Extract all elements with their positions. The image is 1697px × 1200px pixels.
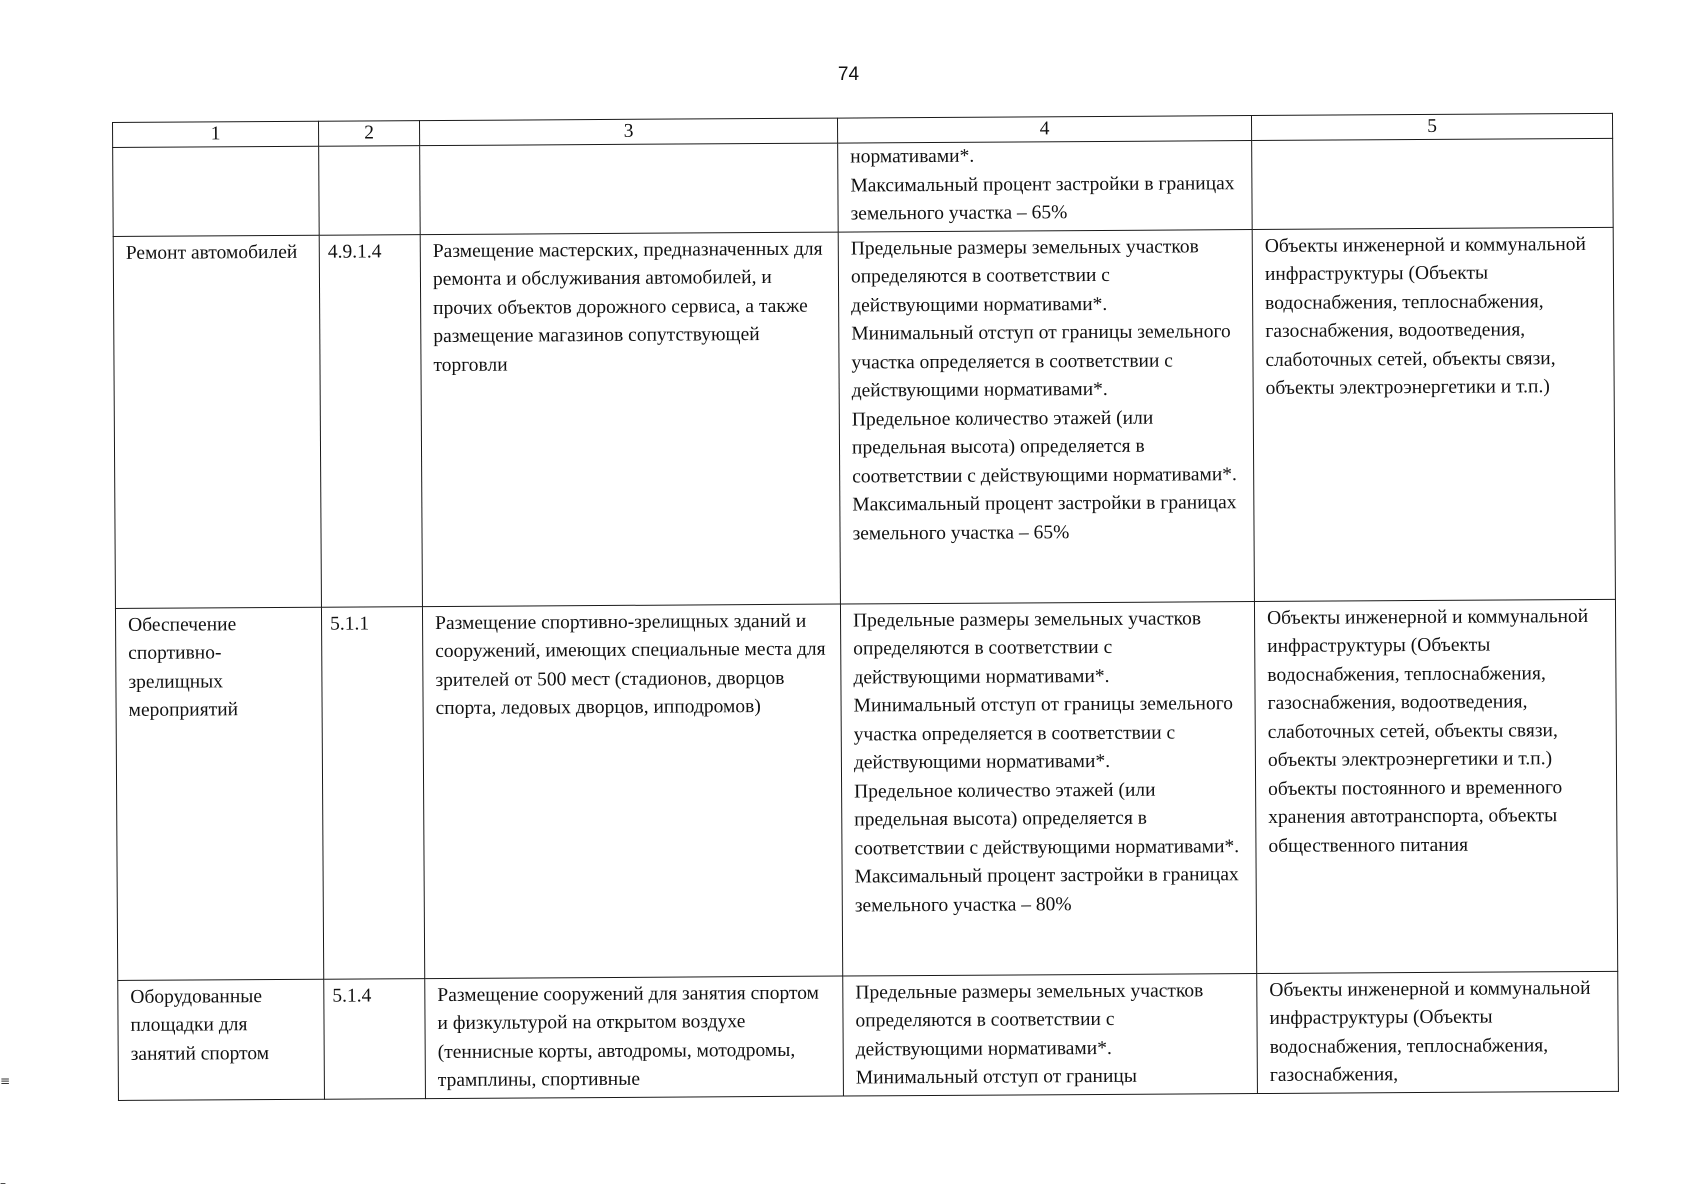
use-description-cell: Размещение сооружений для занятия спортом и физкультурой на открытом воздухе (теннисные корты, автодромы, мотодромы, трамплины, спортивные bbox=[425, 976, 844, 1099]
table-row bbox=[113, 227, 1615, 608]
use-description-cell: Размещение спортивно-зрелищных зданий и сооружений, имеющих специальные места для зрителей от 500 мест (стадионов, дворцов спорта, ледовых дворцов, ипподромов) bbox=[422, 604, 842, 979]
land-use-table bbox=[112, 113, 1619, 1101]
zoning-table bbox=[112, 113, 1618, 1101]
use-description-cell: Размещение мастерских, предназначенных для ремонта и обслуживания автомобилей, и прочих объектов дорожного сервиса, а также размещение магазинов сопутствующей торговли bbox=[420, 232, 840, 607]
scan-margin-mark: – bbox=[0, 1176, 6, 1190]
use-description-cell bbox=[420, 143, 839, 234]
table-row bbox=[113, 138, 1614, 236]
table-row bbox=[118, 971, 1619, 1100]
use-code-cell: 5.1.4 bbox=[324, 978, 426, 1099]
scan-margin-mark: ≡ bbox=[0, 1074, 11, 1088]
use-name-cell bbox=[113, 146, 320, 236]
parameters-cell: нормативами*. Максимальный процент застройки в границах земельного участка – 65% bbox=[838, 141, 1253, 232]
column-header-3: 3 bbox=[419, 118, 837, 146]
parameters-cell: Предельные размеры земельных участков определяются в соответствии с действующими нормативами*. Минимальный отступ от границы земельного участка определяется в соответствии с действующими нормативами*. Предельное количество этажей (или предельная высота) определяется в соответствии с действующими нормативами*. Максимальный процент застройки в границах земельного участка – 65% bbox=[838, 229, 1254, 604]
parameters-cell: Предельные размеры земельных участков определяются в соответствии с действующими нормативами*. Минимальный отступ от границы bbox=[843, 973, 1258, 1096]
page-number: 74 bbox=[837, 64, 860, 85]
column-header-4: 4 bbox=[837, 116, 1251, 144]
use-name-cell: Оборудованные площадки для занятий спортом bbox=[118, 979, 325, 1100]
table-row bbox=[115, 599, 1617, 980]
column-header-2: 2 bbox=[318, 121, 419, 147]
column-header-5: 5 bbox=[1251, 113, 1612, 140]
use-name-cell: Обеспечение спортивно-зрелищных мероприятий bbox=[115, 607, 323, 980]
use-code-cell: 4.9.1.4 bbox=[319, 234, 422, 607]
use-name-cell: Ремонт автомобилей bbox=[113, 235, 321, 608]
auxiliary-uses-cell: Объекты инженерной и коммунальной инфраструктуры (Объекты водоснабжения, теплоснабжения, газоснабжения, bbox=[1257, 971, 1619, 1093]
auxiliary-uses-cell bbox=[1252, 138, 1614, 229]
use-code-cell: 5.1.1 bbox=[321, 606, 424, 979]
use-code-cell bbox=[319, 146, 421, 235]
column-header-1: 1 bbox=[113, 121, 319, 147]
parameters-cell: Предельные размеры земельных участков определяются в соответствии с действующими нормативами*. Минимальный отступ от границы земельного участка определяется в соответствии с действующими нормативами*. Предельное количество этажей (или предельная высота) определяется в соответствии с действующими нормативами*. Максимальный процент застройки в границах земельного участка – 80% bbox=[840, 601, 1256, 976]
auxiliary-uses-cell: Объекты инженерной и коммунальной инфраструктуры (Объекты водоснабжения, теплоснабжения, газоснабжения, водоотведения, слаботочных сетей, объекты связи, объекты электроэнергетики и т.п.) объекты постоянного и временного хранения автотранспорта, объекты общественного питания bbox=[1254, 599, 1617, 973]
auxiliary-uses-cell: Объекты инженерной и коммунальной инфраструктуры (Объекты водоснабжения, теплоснабжения, газоснабжения, водоотведения, слаботочных сетей, объекты связи, объекты электроэнергетики и т.п.) bbox=[1252, 227, 1615, 601]
